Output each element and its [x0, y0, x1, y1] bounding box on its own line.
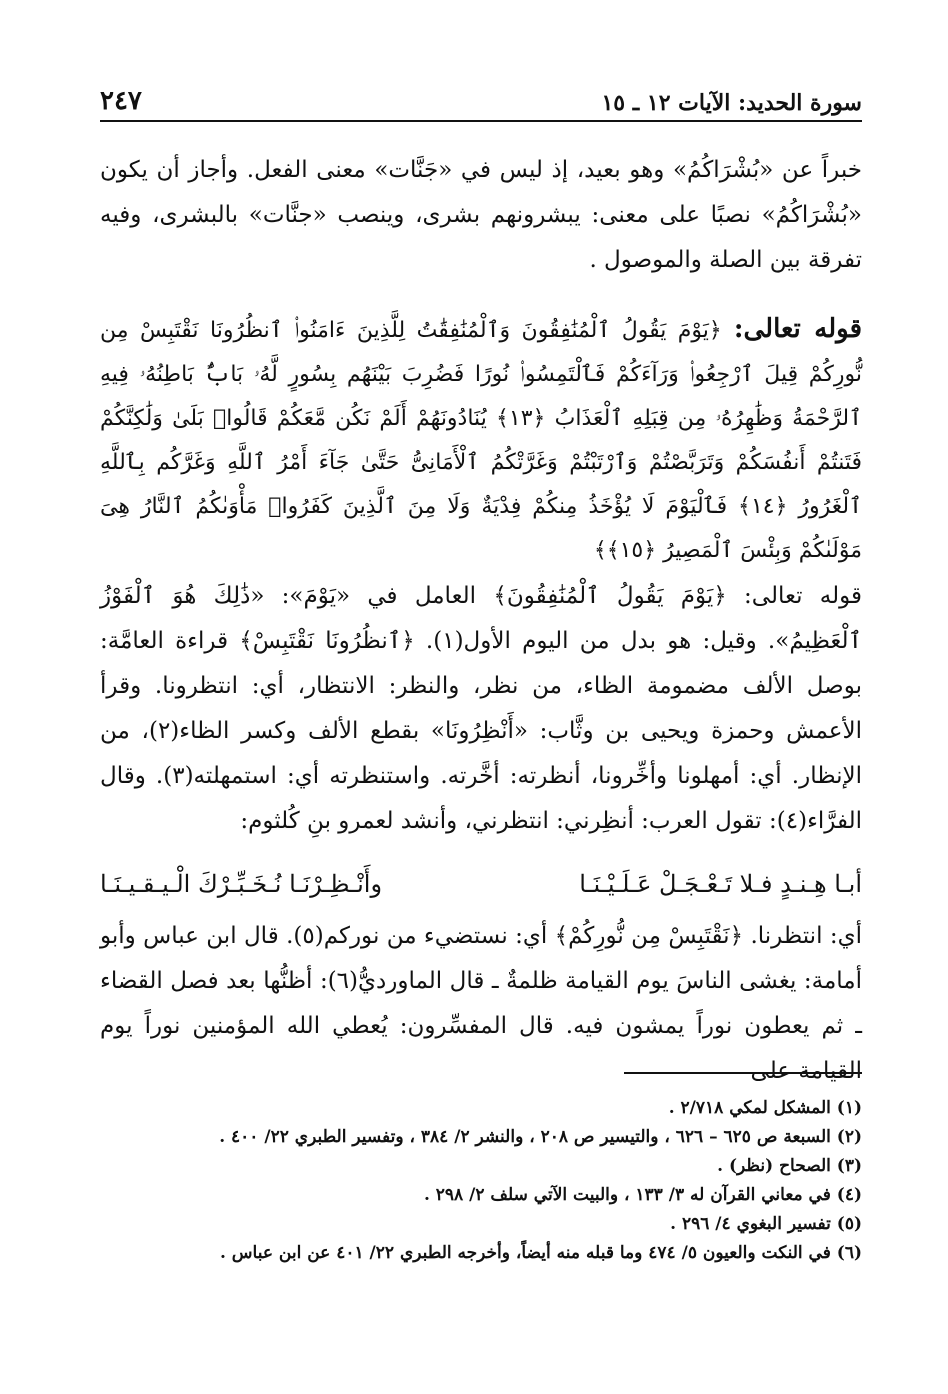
page-number: ٢٤٧: [100, 86, 142, 116]
footnote-item: (٥) تفسير البغوي ٤/ ٢٩٦ .: [670, 1214, 862, 1234]
footnote-item: (١) المشكل لمكي ٢/٧١٨ .: [668, 1098, 862, 1118]
page-header: [100, 78, 862, 122]
quran-verses: ﴿يَوْمَ يَقُولُ ٱلْمُنَٰفِقُونَ وَٱلْمُنَٰفِقَٰتُ لِلَّذِينَ ءَامَنُوا۟ ٱنظُرُونَا نَقْتَبِسْ مِن نُّورِكُمْ قِيلَ ٱرْجِعُوا۟ وَرَآءَكُمْ فَٱلْتَمِسُوا۟ نُورًا فَضُرِبَ بَيْنَهُم بِسُورٍ لَّهُۥ بَابٌۢ بَاطِنُهُۥ فِيهِ ٱلرَّحْمَةُ وَظَٰهِرُهُۥ مِن قِبَلِهِ ٱلْعَذَابُ ﴿١٣﴾ يُنَادُونَهُمْ أَلَمْ نَكُن مَّعَكُمْ قَالُوا۟ بَلَىٰ وَلَٰكِنَّكُمْ فَتَنتُمْ أَنفُسَكُمْ وَتَرَبَّصْتُمْ وَٱرْتَبْتُمْ وَغَرَّتْكُمُ ٱلْأَمَانِىُّ حَتَّىٰ جَآءَ أَمْرُ ٱللَّهِ وَغَرَّكُم بِٱللَّهِ ٱلْغَرُورُ ﴿١٤﴾ فَٱلْيَوْمَ لَا يُؤْخَذُ مِنكُمْ فِدْيَةٌ وَلَا مِنَ ٱلَّذِينَ كَفَرُوا۟ مَأْوَىٰكُمُ ٱلنَّارُ هِىَ مَوْلَىٰكُمْ وَبِئْسَ ٱلْمَصِيرُ ﴿١٥﴾﴾: [100, 318, 862, 563]
paragraph-continuation: خبراً عن «بُشْرَاكُمُ» وهو بعيد، إذ ليس في «جَنَّات» معنى الفعل. وأجاز أن يكون «بُشْرَاكُمُ» نصبًا على معنى: يبشرونهم بشرى، وينصب «جنَّات» بالبشرى، وفيه تفرقة بين الصلة والموصول .: [100, 157, 862, 273]
verse-first-hemistich: أبـا هِـنـدٍ فـلا تَـعْـجَـلْ عَـلَـيْـنَـا: [579, 870, 862, 898]
footnote-item: (٦) في النكت والعيون ٥/ ٤٧٤ وما قبله منه أيضاً، وأخرجه الطبري ٢٢/ ٤٠١ عن ابن عباس .: [219, 1243, 862, 1263]
footnotes-list: [100, 1094, 862, 1268]
verse-second-hemistich: وأَنْـظِـرْنَـا نُـخَـبِّـرْكَ الْـيـقـيـنَـا: [100, 870, 383, 898]
footnote-item: (٣) الصحاح (نظر) .: [717, 1156, 862, 1176]
footnote-divider: [624, 1072, 862, 1074]
footnote-item: (٢) السبعة ص ٦٢٥ – ٦٢٦ ، والتيسير ص ٢٠٨ ، والنشر ٢/ ٣٨٤ ، وتفسير الطبري ٢٢/ ٤٠٠ .: [219, 1127, 862, 1147]
running-title: سورة الحديد: الآيات ١٢ ـ ١٥: [601, 90, 862, 116]
quran-lead: قوله تعالى:: [733, 314, 862, 344]
commentary-paragraph-2: أي: انتظرنا. ﴿نَقْتَبِسْ مِن نُّورِكُمْ﴾ أي: نستضيء من نوركم(٥). قال ابن عباس وأبو أمامة: يغشى الناسَ يوم القيامة ظلمةٌ ـ قال الماورديُّ(٦): أظنُّها بعد فصل القضاء ـ ثم يعطون نوراً يمشون فيه. قال المفسِّرون: يُعطي الله المؤمنين نوراً يوم القيامة على: [100, 923, 862, 1084]
footnote-item: (٤) في معاني القرآن له ٣/ ١٣٣ ، والبيت الآتي سلف ٢/ ٢٩٨ .: [423, 1185, 862, 1205]
quran-passage: [100, 308, 862, 572]
commentary-paragraph: قوله تعالى: ﴿يَوْمَ يَقُولُ ٱلْمُنَٰفِقُونَ﴾ العامل في «يَوْمَ»: «ذَٰلِكَ هُوَ ٱلْفَوْزُ ٱلْعَظِيمُ». وقيل: هو بدل من اليوم الأول(١). ﴿ٱنظُرُونَا نَقْتَبِسْ﴾ قراءة العامَّة: بوصل الألف مضمومة الظاء، من نظر، والنظر: الانتظار، أي: انتظرونا. وقرأ الأعمش وحمزة ويحيى بن وثَّاب: «أَنْظِرُونَا» بقطع الألف وكسر الظاء(٢)، من الإنظار. أي: أمهلونا وأخِّرونا، أنظرته: أخَّرته. واستنظرته أي: استمهلته(٣). وقال الفرَّاء(٤): تقول العرب: أنظِرني: انتظرني، وأنشد لعمرو بنِ كُلثوم:: [100, 583, 863, 834]
poetry-verse: [100, 860, 862, 908]
